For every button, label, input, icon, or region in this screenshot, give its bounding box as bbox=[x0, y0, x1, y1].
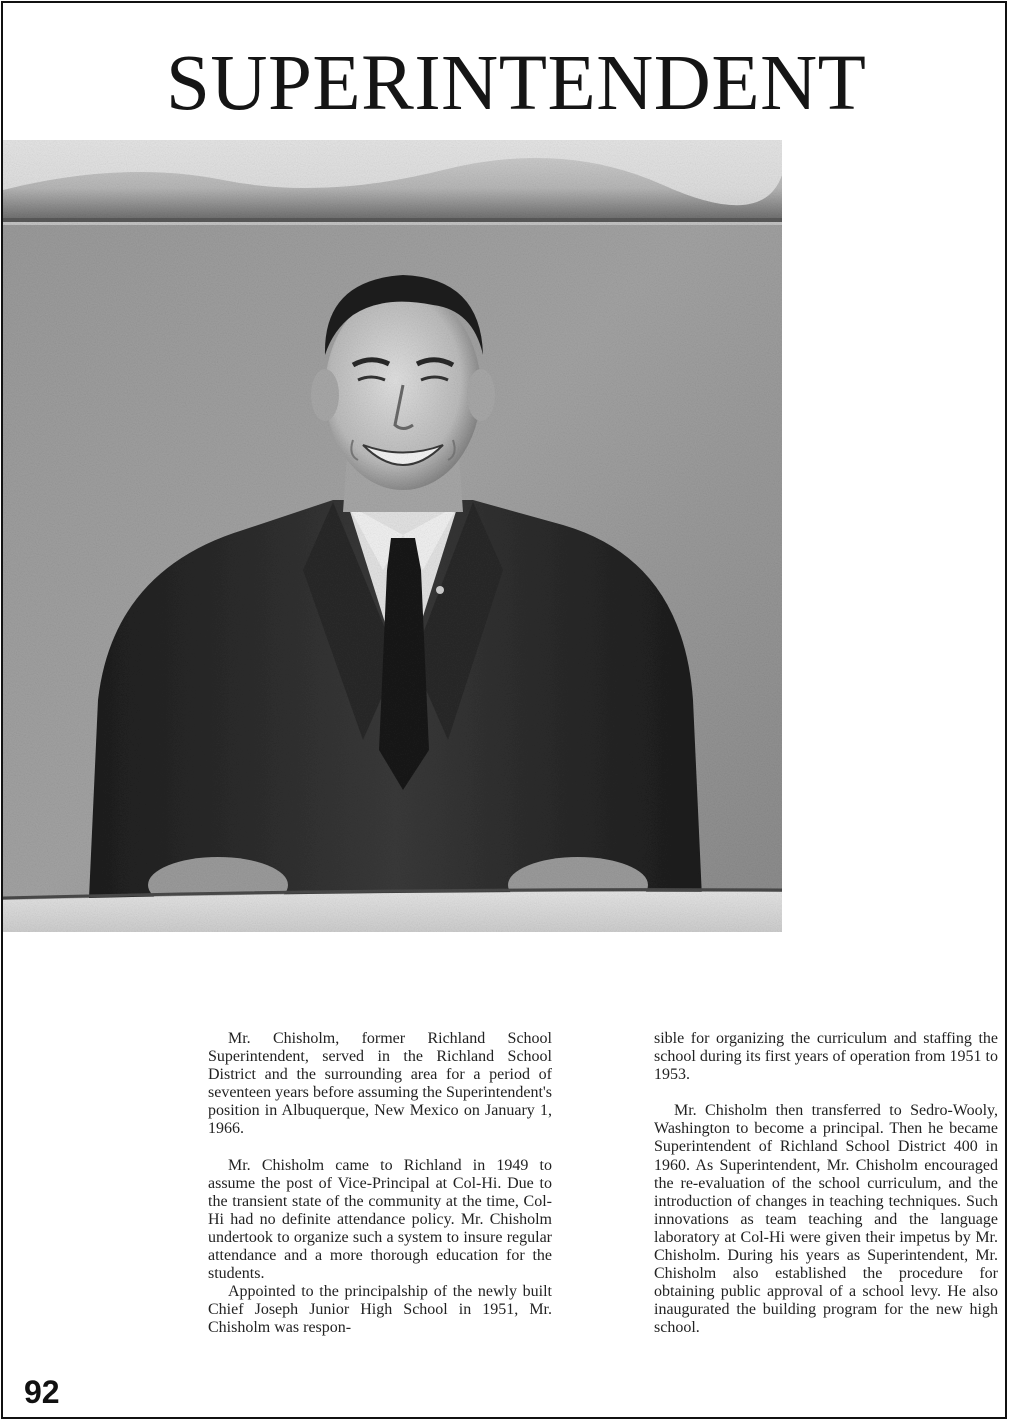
article-paragraph: sible for organizing the curriculum and staffing the school during its first years of operation from 1951 to 1953. bbox=[654, 1030, 998, 1084]
article-paragraph: Mr. Chisholm, former Richland School Superintendent, served in the Richland School District and the surrounding area for a period of seventeen years before assuming the Superintendent's position in Albuquerque, New Mexico on January 1, 1966. bbox=[208, 1030, 552, 1138]
page-title: SUPERINTENDENT bbox=[166, 40, 867, 127]
article-paragraph: Mr. Chisholm then transferred to Sedro-Wooly, Washington to become a principal. Then he became Superintendent of Richland School District 400 in 1960. As Superintendent, Mr. Chisholm encouraged the re-evaluation of the school curriculum, and the introduction of changes in teaching techniques. Such innovations as team teaching and the language laboratory at Col-Hi were given their impetus by Mr. Chisholm. During his years as Superintendent, Mr. Chisholm also established the procedure for obtaining public approval of a school levy. He also inaugurated the building program for the new high school. bbox=[654, 1102, 998, 1337]
portrait-photo bbox=[3, 140, 782, 932]
article-left-column bbox=[208, 1030, 552, 1338]
portrait-photo-icon bbox=[3, 140, 782, 932]
page-number: 92 bbox=[24, 1374, 60, 1410]
article-paragraph: Mr. Chisholm came to Richland in 1949 to assume the post of Vice-Principal at Col-Hi. Due to the transient state of the community at the time, Col-Hi had no definite attendance policy. Mr. Chisholm undertook to organize such a system to insure regular attendance and a more thorough education for the students. bbox=[208, 1156, 552, 1283]
article-paragraph: Appointed to the principalship of the newly built Chief Joseph Junior High School in 1951, Mr. Chisholm was respon- bbox=[208, 1283, 552, 1337]
article-right-column bbox=[654, 1030, 998, 1338]
